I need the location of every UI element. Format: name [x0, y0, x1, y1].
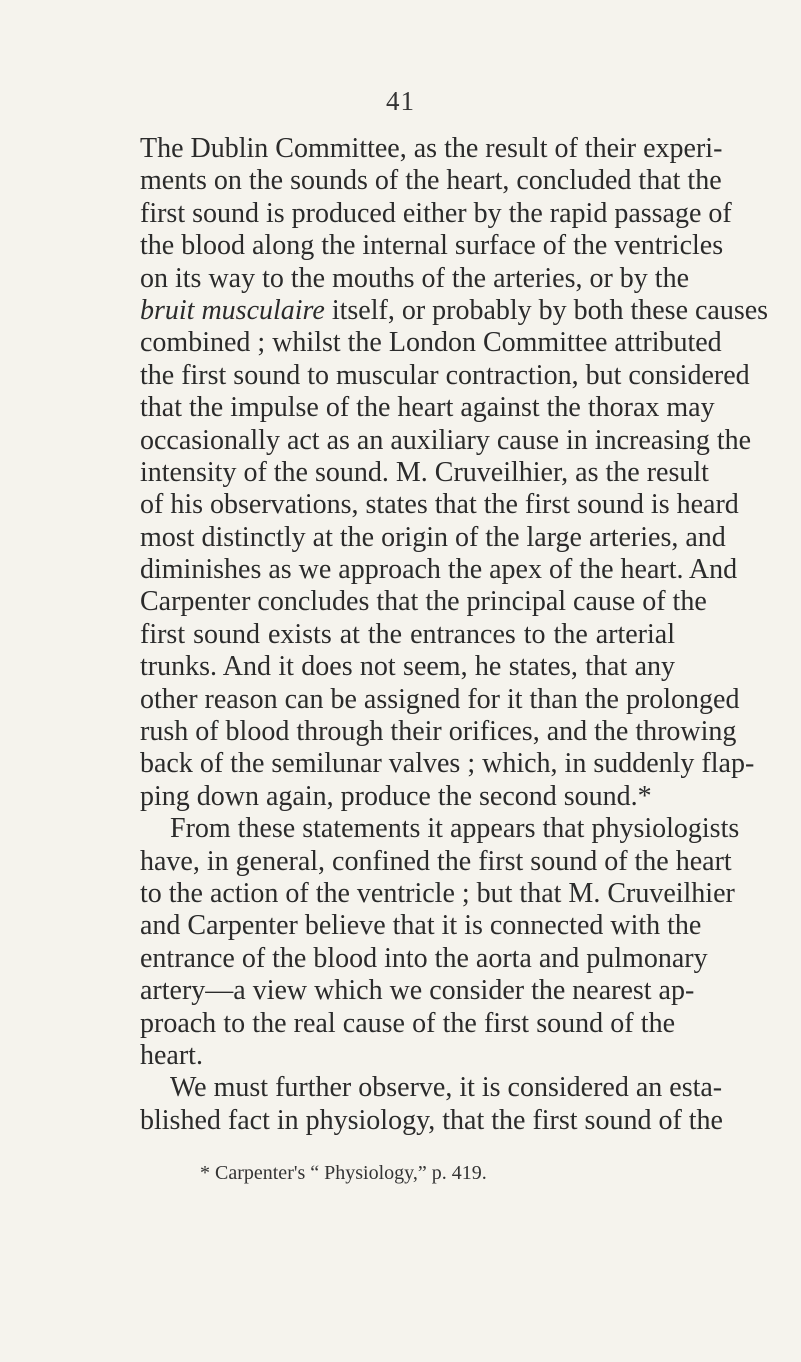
text-line: the blood along the internal surface of the ventricles [140, 230, 724, 262]
text-line: and Carpenter believe that it is connected with the [140, 910, 702, 942]
text-line-italic-mixed [140, 294, 769, 327]
text-line: combined ; whilst the London Committee attributed [140, 327, 722, 359]
page-number: 41 [386, 86, 415, 116]
footnote: * Carpenter's “ Physiology,” p. 419. [200, 1162, 487, 1184]
text-line: heart. [140, 1039, 203, 1071]
text-line: first sound is produced either by the rapid passage of [140, 197, 732, 229]
text-line: that the impulse of the heart against the thorax may [140, 392, 715, 424]
text-line: artery—a view which we consider the nearest ap- [140, 975, 695, 1007]
text-line: trunks. And it does not seem, he states, that any [140, 651, 675, 683]
text-line: occasionally act as an auxiliary cause in increasing the [140, 424, 752, 456]
text-line: ments on the sounds of the heart, concluded that the [140, 165, 722, 197]
text-line: back of the semilunar valves ; which, in suddenly flap- [140, 748, 755, 780]
italic-phrase: bruit musculaire [140, 294, 325, 326]
body-text [140, 133, 769, 1137]
text-line: blished fact in physiology, that the first sound of the [140, 1104, 723, 1136]
text-line: Carpenter concludes that the principal cause of the [140, 586, 707, 618]
text-line: proach to the real cause of the first sound of the [140, 1007, 675, 1039]
text-line: ping down again, produce the second sound.* [140, 780, 652, 812]
text-line: have, in general, confined the first sound of the heart [140, 845, 732, 877]
text-line: intensity of the sound. M. Cruveilhier, as the result [140, 456, 709, 488]
text-line: to the action of the ventricle ; but that M. Cruveilhier [140, 877, 735, 909]
text-line-paragraph-start: From these statements it appears that physiologists [170, 813, 740, 845]
text-line: entrance of the blood into the aorta and pulmonary [140, 942, 708, 974]
text-line: the first sound to muscular contraction, but considered [140, 359, 750, 391]
text-line-rest: itself, or probably by both these causes [324, 294, 769, 326]
text-line: rush of blood through their orifices, and the throwing [140, 716, 737, 748]
text-line: first sound exists at the entrances to the arterial [140, 618, 675, 650]
text-line: other reason can be assigned for it than the prolonged [140, 683, 740, 715]
text-line-paragraph-start: We must further observe, it is considered an esta- [170, 1072, 723, 1104]
text-line: on its way to the mouths of the arteries, or by the [140, 262, 689, 294]
text-line: of his observations, states that the first sound is heard [140, 489, 739, 521]
text-line: most distinctly at the origin of the large arteries, and [140, 521, 726, 553]
text-line: The Dublin Committee, as the result of their experi- [140, 133, 723, 164]
text-line: diminishes as we approach the apex of the heart. And [140, 554, 738, 586]
